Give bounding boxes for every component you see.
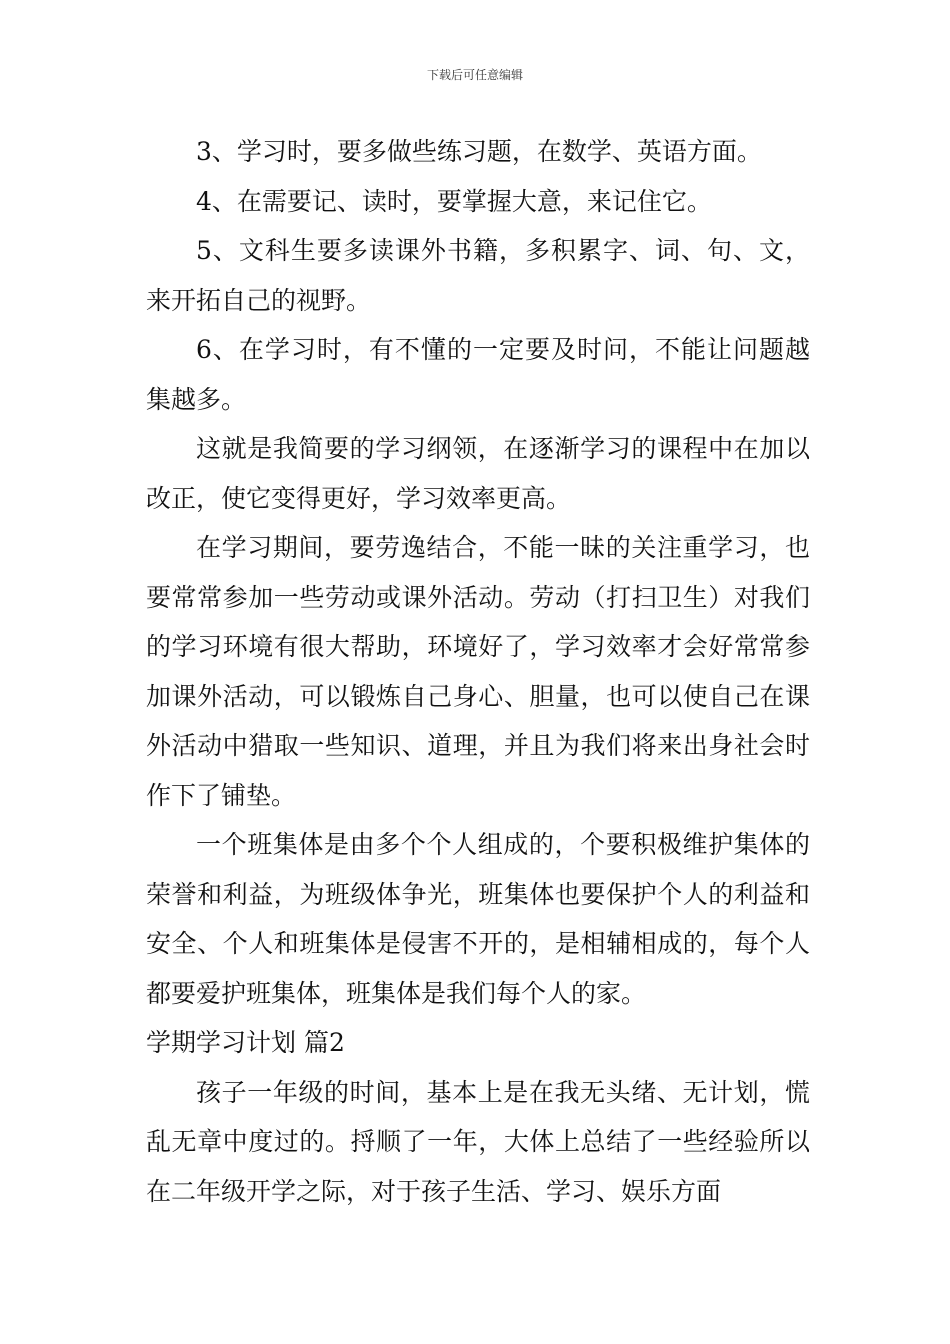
paragraph-item-5: 5、文科生要多读课外书籍，多积累字、词、句、文，来开拓自己的视野。	[146, 236, 810, 315]
document-body	[146, 127, 810, 1216]
section-heading: 学期学习计划 篇2	[146, 1028, 345, 1057]
paragraph-class-collective: 一个班集体是由多个个人组成的，个要积极维护集体的荣誉和利益，为班级体争光，班集体也要保护个人的利益和安全、个人和班集体是侵害不开的，是相辅相成的，每个人都要爱护班集体，班集体是我们每个人的家。	[146, 830, 810, 1008]
paragraph-summary: 这就是我简要的学习纲领，在逐渐学习的课程中在加以改正，使它变得更好，学习效率更高。	[146, 434, 810, 513]
paragraph-grade-two-intro: 孩子一年级的时间，基本上是在我无头绪、无计划，慌乱无章中度过的。捋顺了一年，大体上总结了一些经验所以在二年级开学之际，对于孩子生活、学习、娱乐方面	[146, 1077, 810, 1206]
page-header-note: 下载后可任意编辑	[426, 68, 523, 82]
paragraph-work-rest: 在学习期间，要劳逸结合，不能一昧的关注重学习，也要常常参加一些劳动或课外活动。劳动（打扫卫生）对我们的学习环境有很大帮助，环境好了，学习效率才会好常常参加课外活动，可以锻炼自己身心、胆量，也可以使自己在课外活动中猎取一些知识、道理，并且为我们将来出身社会时作下了铺垫。	[146, 533, 810, 810]
paragraph-item-6: 6、在学习时，有不懂的一定要及时问，不能让问题越集越多。	[146, 335, 810, 414]
paragraph-item-3: 3、学习时，要多做些练习题，在数学、英语方面。	[196, 137, 762, 166]
paragraph-item-4: 4、在需要记、读时，要掌握大意，来记住它。	[196, 186, 712, 216]
